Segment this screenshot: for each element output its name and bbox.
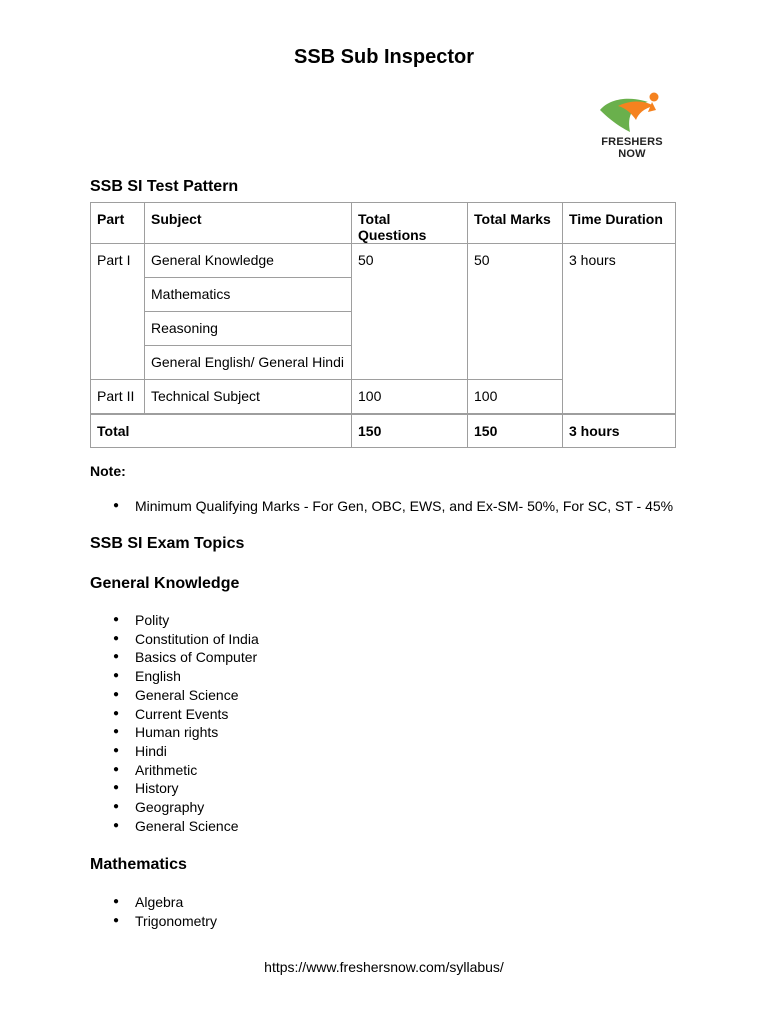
test-pattern-heading: SSB SI Test Pattern <box>90 178 239 195</box>
marks-cell: 100 <box>468 380 563 414</box>
part-cell: Part II <box>91 380 145 414</box>
freshers-now-logo <box>584 90 680 160</box>
note-list <box>113 497 673 516</box>
logo-text: FRESHERS NOW <box>601 136 663 160</box>
column-header-total-marks: Total Marks <box>468 203 563 244</box>
total-marks-cell: 150 <box>468 414 563 448</box>
questions-cell: 100 <box>352 380 468 414</box>
list-item: ● Minimum Qualifying Marks - For Gen, OBC, EWS, and Ex-SM- 50%, For SC, ST - 45% <box>113 497 673 516</box>
subject-cell: Reasoning <box>145 312 352 346</box>
list-item: ● General Science <box>113 686 259 705</box>
column-header-subject: Subject <box>145 203 352 244</box>
subject-cell: General Knowledge <box>145 244 352 278</box>
list-item: ● English <box>113 667 259 686</box>
questions-cell: 50 <box>352 244 468 380</box>
column-header-time-duration: Time Duration <box>563 203 676 244</box>
marks-cell: 50 <box>468 244 563 380</box>
mathematics-heading: Mathematics <box>90 856 187 873</box>
subject-cell: General English/ General Hindi <box>145 346 352 380</box>
total-label-cell: Total <box>91 414 352 448</box>
list-item: ● Algebra <box>113 893 217 912</box>
test-pattern-table <box>90 202 676 448</box>
total-questions-cell: 150 <box>352 414 468 448</box>
part-cell: Part I <box>91 244 145 380</box>
list-item: ● Arithmetic <box>113 761 259 780</box>
duration-cell: 3 hours <box>563 244 676 414</box>
logo-swoosh-icon <box>596 90 666 136</box>
subject-cell: Mathematics <box>145 278 352 312</box>
general-knowledge-list <box>113 611 259 835</box>
list-item: ● Current Events <box>113 705 259 724</box>
list-item: ● General Science <box>113 817 259 836</box>
mathematics-list <box>113 893 217 930</box>
general-knowledge-heading: General Knowledge <box>90 575 240 592</box>
table-row <box>91 244 676 278</box>
list-item: ● Hindi <box>113 742 259 761</box>
list-item: ● Human rights <box>113 723 259 742</box>
table-header-row <box>91 203 676 244</box>
subject-cell: Technical Subject <box>145 380 352 414</box>
list-item: ● Geography <box>113 798 259 817</box>
page-title: SSB Sub Inspector <box>293 46 475 68</box>
column-header-part: Part <box>91 203 145 244</box>
footer-url-link[interactable]: https://www.freshersnow.com/syllabus/ <box>264 959 504 975</box>
list-item: ● Polity <box>113 611 259 630</box>
total-row <box>91 414 676 448</box>
column-header-total-questions: Total Questions <box>352 203 468 244</box>
exam-topics-heading: SSB SI Exam Topics <box>90 535 245 552</box>
note-label: Note: <box>90 463 126 479</box>
total-duration-cell: 3 hours <box>563 414 676 448</box>
list-item: ● Trigonometry <box>113 912 217 931</box>
list-item: ● History <box>113 779 259 798</box>
list-item: ● Constitution of India <box>113 630 259 649</box>
list-item: ● Basics of Computer <box>113 648 259 667</box>
